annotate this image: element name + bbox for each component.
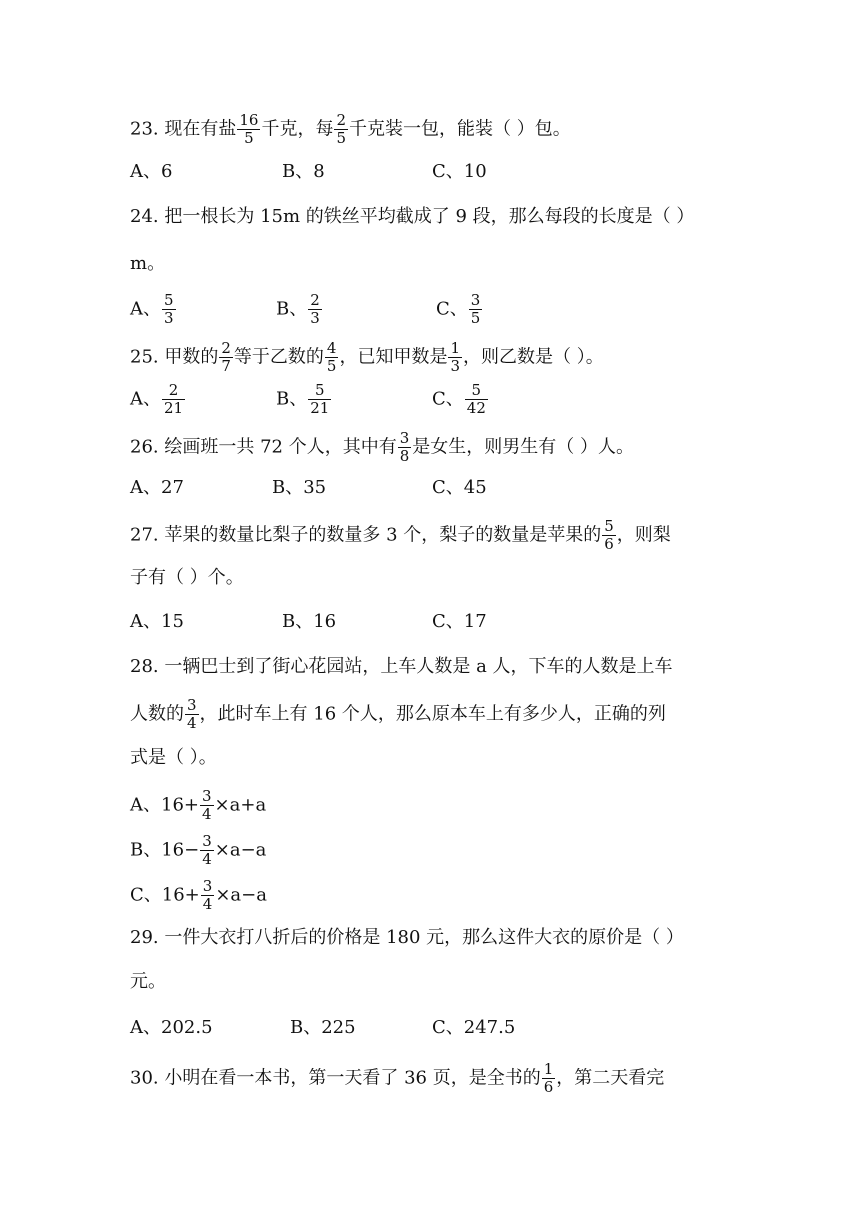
option-a: A、27 [130,477,184,498]
question-28: 28. 一辆巴士到了街心花园站，上车人数是 a 人，下车的人数是上车 [130,656,673,677]
fraction: $\frac{3}{4}$ [202,787,212,823]
option-b: B、 $\frac{5}{21}$ [276,381,330,417]
fraction: $\frac{2}{21}$ [164,381,184,417]
fraction: $\frac{5}{42}$ [466,381,486,417]
option-b: B、16 [282,611,337,632]
fraction: $\frac{5}{6}$ [604,517,614,553]
option-a: A、15 [130,611,184,632]
option-b: B、35 [272,477,327,498]
option-a: A、202.5 [130,1017,213,1038]
fraction: $\frac{3}{5}$ [470,291,481,327]
fraction: $\frac{3}{4}$ [187,696,197,732]
fraction: $\frac{4}{5}$ [326,339,337,375]
question-29-continued: 元。 [130,971,166,992]
option-b: B、8 [282,161,325,182]
fraction: $\frac{2}{5}$ [336,111,346,147]
fraction: $\frac{3}{4}$ [202,877,213,913]
question-25: 25. 甲数的 $\frac{2}{7}$ 等于乙数的 $\frac{4}{5}$ ，已知甲数是 $\frac{1}{3}$ ，则乙数是（ ）。 [130,339,604,375]
option-a: A、 $\frac{2}{21}$ [130,381,184,417]
fraction: $\frac{2}{3}$ [310,291,320,327]
question-27: 27. 苹果的数量比梨子的数量多 3 个，梨子的数量是苹果的 $\frac{5}{6}$ ，则梨 [130,517,671,553]
fraction: $\frac{3}{8}$ [399,429,410,465]
question-23-text: 23. 现在有盐 [130,118,237,140]
question-27-continued: 子有（ ）个。 [130,567,244,588]
question-24-continued: m。 [130,253,166,274]
question-29: 29. 一件大衣打八折后的价格是 180 元，那么这件大衣的原价是（ ） [130,927,684,948]
fraction: $\frac{3}{4}$ [202,832,212,868]
option-a: A、16+ $\frac{3}{4}$ ×a+a [130,787,267,823]
option-b: B、16− $\frac{3}{4}$ ×a−a [130,832,267,868]
option-a: A、 $\frac{5}{3}$ [130,291,174,327]
option-a: A、6 [130,161,173,182]
question-24: 24. 把一根长为 15m 的铁丝平均截成了 9 段，那么每段的长度是（ ） [130,206,695,227]
question-28-continued: 人数的 $\frac{3}{4}$ ，此时车上有 16 个人，那么原本车上有多少人，正确的列 [130,696,666,732]
option-c: C、17 [432,611,487,632]
fraction: $\frac{2}{7}$ [221,339,231,375]
option-b: B、225 [290,1017,356,1038]
option-b: B、 $\frac{2}{3}$ [276,291,320,327]
option-c: C、10 [432,161,487,182]
question-30: 30. 小明在看一本书，第一天看了 36 页，是全书的 $\frac{1}{6}$ ，第二天看完 [130,1060,665,1096]
option-c: C、45 [432,477,487,498]
option-c: C、 $\frac{3}{5}$ [436,291,481,327]
question-26: 26. 绘画班一共 72 个人，其中有 $\frac{3}{8}$ 是女生，则男生有（ ）人。 [130,429,634,465]
option-c: C、 $\frac{5}{42}$ [432,381,486,417]
question-28-continued: 式是（ ）。 [130,747,217,768]
option-c: C、16+ $\frac{3}{4}$ ×a−a [130,877,267,913]
question-23: 23. 现在有盐 $\frac{16}{5}$ 千克，每 $\frac{2}{5}$ 千克装一包，能装（ ）包。 [130,111,571,147]
fraction: $\frac{5}{21}$ [310,381,330,417]
fraction: $\frac{1}{3}$ [450,339,460,375]
fraction: $\frac{16}{5}$ [239,111,259,147]
option-c: C、247.5 [432,1017,516,1038]
fraction: $\frac{1}{6}$ [543,1060,554,1096]
fraction: $\frac{5}{3}$ [164,291,174,327]
